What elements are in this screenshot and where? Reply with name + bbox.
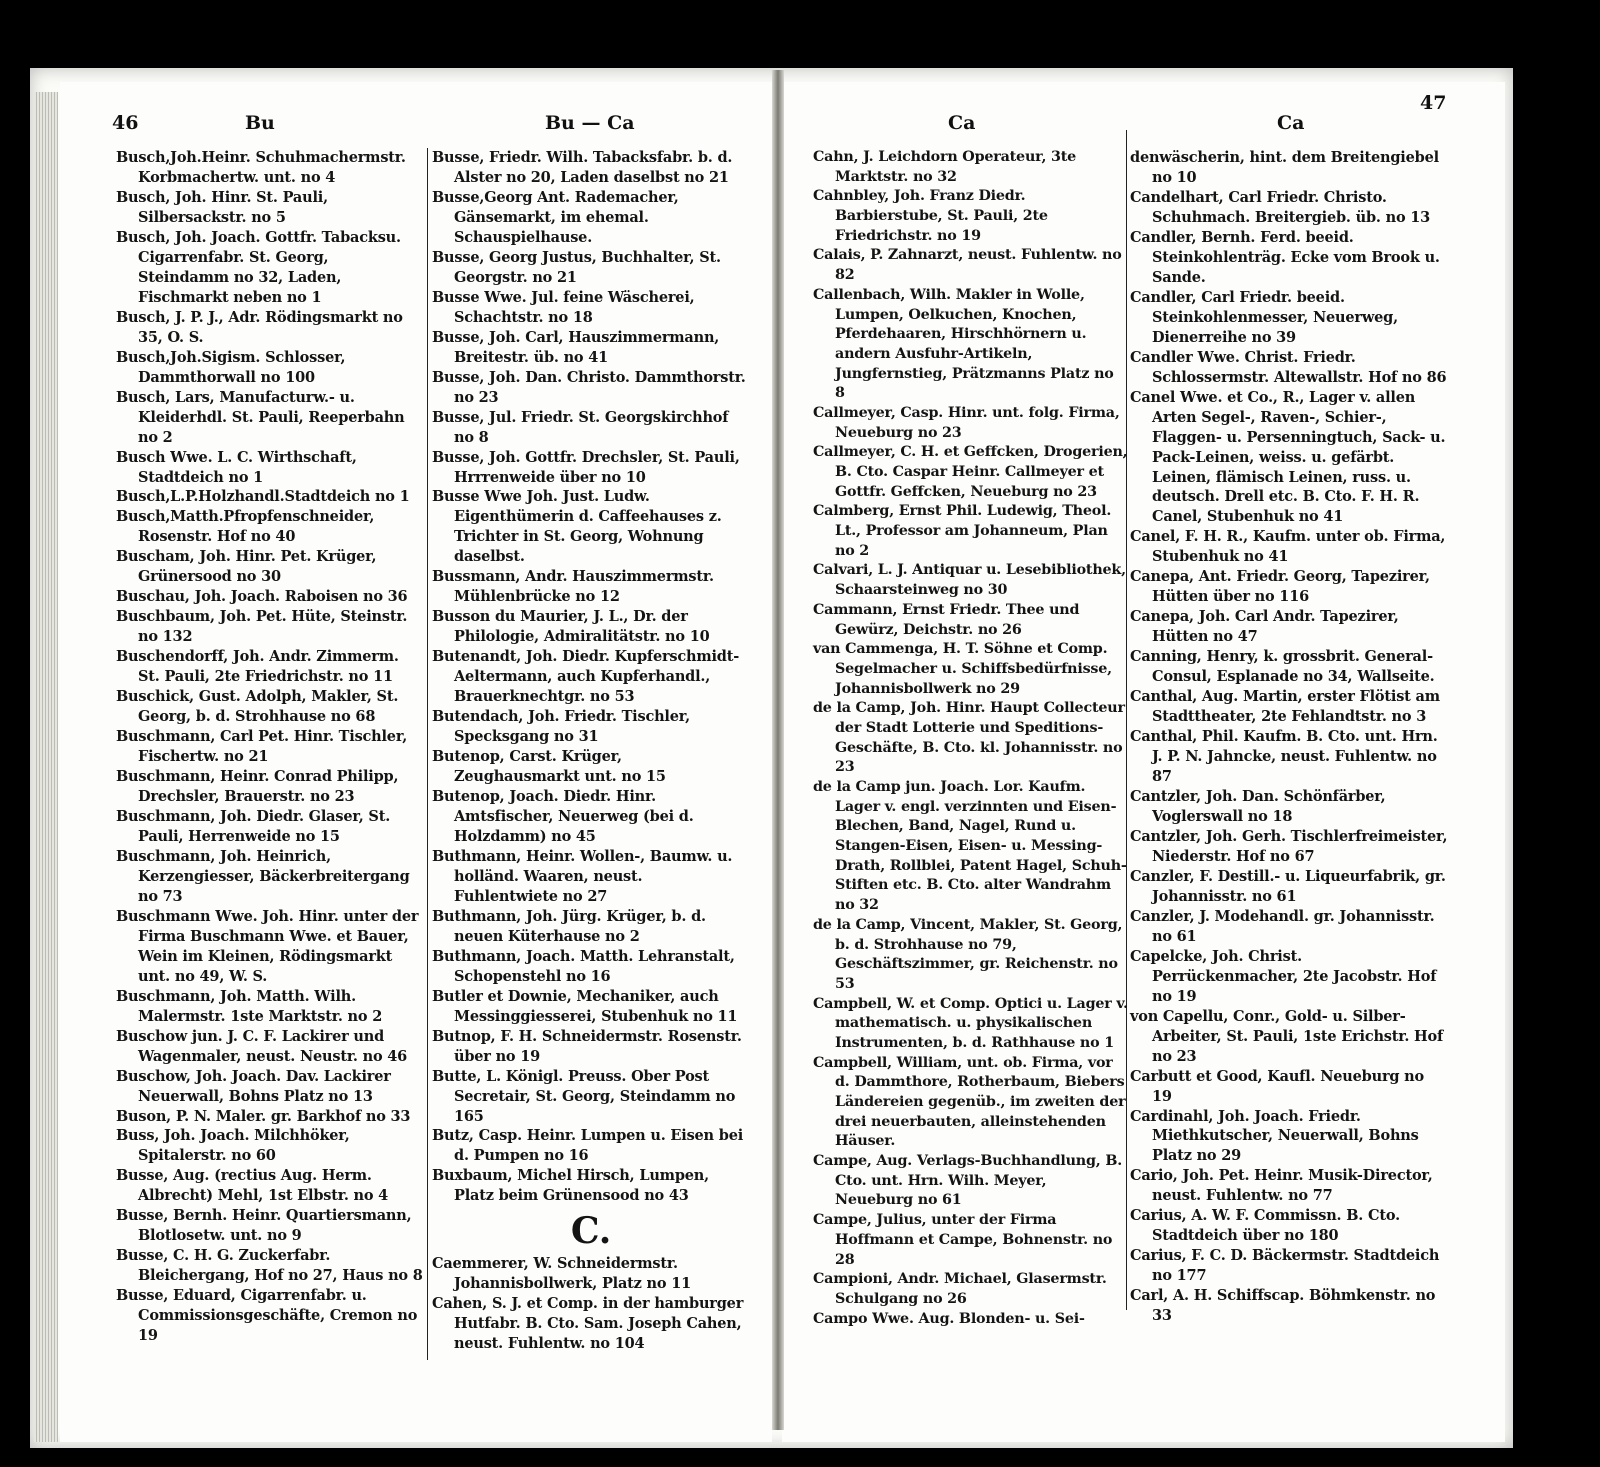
- directory-entry: Butenandt, Joh. Diedr. Kupferschmidt-Aeltermann, auch Kupferhandl., Brauerknechtgr. no 53: [432, 648, 740, 706]
- directory-entry: Buthmann, Joh. Jürg. Krüger, b. d. neuen Küterhause no 2: [432, 907, 706, 945]
- directory-entry: Cahen, S. J. et Comp. in der hamburger Hutfabr. B. Cto. Sam. Joseph Cahen, neust. Fuhlentw. no 104: [432, 1295, 744, 1353]
- directory-column-1: [116, 148, 424, 1346]
- directory-entry: Busch,Joh.Sigism. Schlosser, Dammthorwall no 100: [116, 348, 346, 386]
- directory-entry: Busse, Jul. Friedr. St. Georgskirchhof no 8: [432, 408, 729, 446]
- book-gutter: [772, 70, 784, 1430]
- directory-entry: Buscham, Joh. Hinr. Pet. Krüger, Grünersood no 30: [116, 548, 377, 586]
- directory-entry: Buschmann, Joh. Matth. Wilh. Malermstr. 1ste Marktstr. no 2: [116, 987, 383, 1025]
- directory-entry: Buson, P. N. Maler. gr. Barkhof no 33: [116, 1107, 411, 1125]
- directory-entry: Campe, Aug. Verlags-Buchhandlung, B. Cto. unt. Hrn. Wilh. Meyer, Neueburg no 61: [813, 1153, 1122, 1209]
- directory-entry: Canel Wwe. et Co., R., Lager v. allen Arten Segel-, Raven-, Schier-, Flaggen- u. Persenningtuch, Sack- u. Pack-Leinen, weiss. u. gefärbt. Leinen, flämisch Leinen, russ. u. deutsch. Drell etc. B. Cto. F. H. R. Canel, Stubenhuk no 41: [1130, 388, 1446, 526]
- directory-entry: Busch, Joh. Joach. Gottfr. Tabacksu. Cigarrenfabr. St. Georg, Steindamm no 32, Laden, Fischmarkt neben no 1: [116, 228, 401, 306]
- directory-entry: Buthmann, Joach. Matth. Lehranstalt, Schopenstehl no 16: [432, 947, 735, 985]
- directory-entry: de la Camp jun. Joach. Lor. Kaufm. Lager v. engl. verzinnten und Eisen-Blechen, Band, Nagel, Rund u. Stangen-Eisen, Eisen- u. Messing-Drath, Rollblei, Patent Hagel, Schuh-Stiften etc. B. Cto. alter Wandrahm no 32: [813, 779, 1127, 914]
- page-edges: [34, 92, 58, 1442]
- directory-entry: Candler, Carl Friedr. beeid. Steinkohlenmesser, Neuerweg, Dienerreihe no 39: [1130, 288, 1398, 346]
- directory-entry: Busch, J. P. J., Adr. Rödingsmarkt no 35, O. S.: [116, 308, 403, 346]
- directory-entry: Butendach, Joh. Friedr. Tischler, Specksgang no 31: [432, 708, 690, 746]
- directory-entry: Canepa, Ant. Friedr. Georg, Tapezirer, Hütten über no 116: [1130, 568, 1430, 606]
- directory-entry: Campbell, W. et Comp. Optici u. Lager v. mathematisch. u. physikalischen Instrumenten, b. d. Rathhause no 1: [813, 995, 1128, 1051]
- directory-entry: Calvari, L. J. Antiquar u. Lesebibliothek, Schaarsteinweg no 30: [813, 562, 1126, 599]
- running-head-center-right: Ca: [948, 112, 976, 134]
- directory-entry: Buschick, Gust. Adolph, Makler, St. Georg, b. d. Strohhause no 68: [116, 688, 399, 726]
- directory-entry: Campbell, William, unt. ob. Firma, vor d. Dammthore, Rotherbaum, Biebers Ländereien gegenüb., im zweiten der drei neuerbauten, alleinstehenden Häuser.: [813, 1054, 1126, 1150]
- directory-entry: Candelhart, Carl Friedr. Christo. Schuhmach. Breitergieb. üb. no 13: [1130, 188, 1431, 226]
- directory-entry: Campioni, Andr. Michael, Glasermstr. Schulgang no 26: [813, 1271, 1107, 1307]
- directory-entry: Buthmann, Heinr. Wollen-, Baumw. u. holländ. Waaren, neust. Fuhlentwiete no 27: [432, 847, 733, 905]
- directory-entry: Busse Wwe Joh. Just. Ludw. Eigenthümerin d. Caffeehauses z. Trichter in St. Georg, Wohnung daselbst.: [432, 488, 722, 566]
- directory-entry: Busch, Joh. Hinr. St. Pauli, Silbersackstr. no 5: [116, 188, 328, 226]
- directory-entry: Busse, C. H. G. Zuckerfabr. Bleichergang, Hof no 27, Haus no 8: [116, 1247, 423, 1285]
- directory-entry: Cantzler, Joh. Dan. Schönfärber, Voglerswall no 18: [1130, 788, 1386, 825]
- page-number-right: 47: [1420, 92, 1447, 114]
- running-head-center-left: Bu — Ca: [545, 112, 635, 134]
- directory-entry: von Capellu, Conr., Gold- u. Silber-Arbeiter, St. Pauli, 1ste Erichstr. Hof no 23: [1130, 1007, 1444, 1065]
- directory-entry: Buschow jun. J. C. F. Lackirer und Wagenmaler, neust. Neustr. no 46: [116, 1027, 408, 1065]
- directory-entry: de la Camp, Vincent, Makler, St. Georg, b. d. Strohhause no 79, Geschäftszimmer, gr. Reichenstr. no 53: [813, 916, 1123, 992]
- directory-entry: Busch Wwe. L. C. Wirthschaft, Stadtdeich no 1: [116, 448, 357, 486]
- directory-column-3: [813, 148, 1128, 1329]
- directory-column-4: [1130, 148, 1448, 1326]
- directory-entry: Caemmerer, W. Schneidermstr. Johannisbollwerk, Platz no 11: [432, 1255, 691, 1293]
- directory-entry: Busch,L.P.Holzhandl.Stadtdeich no 1: [116, 488, 410, 506]
- directory-entry: denwäscherin, hint. dem Breitengiebel no 10: [1130, 149, 1439, 186]
- directory-entry: Busse Wwe. Jul. feine Wäscherei, Schachtstr. no 18: [432, 288, 695, 326]
- running-head-right: Ca: [1277, 112, 1305, 134]
- directory-entry: Callmeyer, C. H. et Geffcken, Drogerien, B. Cto. Caspar Heinr. Callmeyer et Gottfr. Geffcken, Neueburg no 23: [813, 444, 1128, 500]
- page-number-left: 46: [112, 112, 139, 134]
- directory-entry: Buschow, Joh. Joach. Dav. Lackirer Neuerwall, Bohns Platz no 13: [116, 1067, 391, 1105]
- directory-entry: Canthal, Aug. Martin, erster Flötist am Stadttheater, 2te Fehlandtstr. no 3: [1130, 688, 1440, 726]
- running-head-left: Bu: [245, 112, 275, 134]
- directory-entry: Cantzler, Joh. Gerh. Tischlerfreimeister, Niederstr. Hof no 67: [1130, 827, 1448, 865]
- directory-entry: Butz, Casp. Heinr. Lumpen u. Eisen bei d. Pumpen no 16: [432, 1127, 744, 1165]
- directory-entry: Busse, Bernh. Heinr. Quartiersmann, Blotlosetw. unt. no 9: [116, 1207, 412, 1245]
- directory-entry: Capelcke, Joh. Christ. Perrückenmacher, 2te Jacobstr. Hof no 19: [1130, 947, 1437, 1005]
- directory-entry: Buschmann, Joh. Diedr. Glaser, St. Pauli, Herrenweide no 15: [116, 807, 391, 845]
- directory-entry: Canthal, Phil. Kaufm. B. Cto. unt. Hrn. J. P. N. Jahncke, neust. Fuhlentw. no 87: [1130, 728, 1438, 786]
- directory-entry: de la Camp, Joh. Hinr. Haupt Collecteur der Stadt Lotterie und Speditions-Geschäfte, B. Cto. kl. Johannisstr. no 23: [813, 700, 1125, 776]
- directory-entry: Carius, A. W. F. Commissn. B. Cto. Stadtdeich über no 180: [1130, 1207, 1400, 1245]
- directory-entry: Callmeyer, Casp. Hinr. unt. folg. Firma, Neueburg no 23: [813, 404, 1120, 441]
- directory-entry: Buschmann, Carl Pet. Hinr. Tischler, Fischertw. no 21: [116, 728, 408, 766]
- directory-entry: Callenbach, Wilh. Makler in Wolle, Lumpen, Oelkuchen, Knochen, Pferdehaaren, Hirschhörnern u. andern Ausfuhr-Artikeln, Jungfernstieg, Prätzmanns Platz no 8: [813, 286, 1114, 402]
- directory-entry: Busse,Georg Ant. Rademacher, Gänsemarkt, im ehemal. Schauspielhause.: [432, 188, 679, 246]
- directory-entry: Candler, Bernh. Ferd. beeid. Steinkohlenträg. Ecke vom Brook u. Sande.: [1130, 228, 1440, 286]
- directory-entry: Busse, Georg Justus, Buchhalter, St. Georgstr. no 21: [432, 248, 721, 286]
- directory-entry: Campe, Julius, unter der Firma Hoffmann et Campe, Bohnenstr. no 28: [813, 1212, 1113, 1268]
- directory-entry: Cario, Joh. Pet. Heinr. Musik-Director, neust. Fuhlentw. no 77: [1130, 1167, 1433, 1205]
- directory-entry: Canzler, F. Destill.- u. Liqueurfabrik, gr. Johannisstr. no 61: [1130, 867, 1446, 905]
- directory-entry: Butler et Downie, Mechaniker, auch Messinggiesserei, Stubenhuk no 11: [432, 987, 738, 1025]
- directory-entry: Carl, A. H. Schiffscap. Böhmkenstr. no 33: [1130, 1287, 1436, 1325]
- directory-entry: Busch,Matth.Pfropfenschneider, Rosenstr. Hof no 40: [116, 508, 375, 546]
- section-letter: C.: [570, 1210, 612, 1253]
- directory-entry: Buss, Joh. Joach. Milchhöker, Spitalerstr. no 60: [116, 1127, 350, 1165]
- directory-entry: Buschau, Joh. Joach. Raboisen no 36: [116, 588, 408, 606]
- directory-entry: Campo Wwe. Aug. Blonden- u. Sei-: [813, 1310, 1085, 1327]
- directory-entry: Buxbaum, Michel Hirsch, Lumpen, Platz beim Grünensood no 43: [432, 1167, 709, 1205]
- directory-entry: Calmberg, Ernst Phil. Ludewig, Theol. Lt., Professor am Johanneum, Plan no 2: [813, 503, 1112, 559]
- directory-entry: Butte, L. Königl. Preuss. Ober Post Secretair, St. Georg, Steindamm no 165: [432, 1067, 736, 1125]
- directory-entry: Calais, P. Zahnarzt, neust. Fuhlentw. no 82: [813, 247, 1122, 284]
- column-rule-left: [427, 148, 428, 1360]
- directory-entry: Butenop, Carst. Krüger, Zeughausmarkt unt. no 15: [432, 748, 666, 786]
- directory-entry: Butnop, F. H. Schneidermstr. Rosenstr. über no 19: [432, 1027, 742, 1065]
- directory-entry: Cahn, J. Leichdorn Operateur, 3te Marktstr. no 32: [813, 149, 1077, 185]
- directory-entry: Candler Wwe. Christ. Friedr. Schlossermstr. Altewallstr. Hof no 86: [1130, 348, 1447, 386]
- directory-entry: Busse, Joh. Carl, Hauszimmermann, Breitestr. üb. no 41: [432, 328, 720, 366]
- directory-entry: Canel, F. H. R., Kaufm. unter ob. Firma, Stubenhuk no 41: [1130, 528, 1446, 566]
- directory-entry: Busse, Joh. Gottfr. Drechsler, St. Pauli, Hrrrenweide über no 10: [432, 448, 740, 486]
- directory-entry: Busse, Eduard, Cigarrenfabr. u. Commissionsgeschäfte, Cremon no 19: [116, 1287, 418, 1345]
- directory-entry: Butenop, Joach. Diedr. Hinr. Amtsfischer, Neuerweg (bei d. Holzdamm) no 45: [432, 788, 694, 845]
- directory-entry: Cardinahl, Joh. Joach. Friedr. Miethkutscher, Neuerwall, Bohns Platz no 29: [1130, 1107, 1419, 1165]
- directory-entry: van Cammenga, H. T. Söhne et Comp. Segelmacher u. Schiffsbedürfnisse, Johannisbollwerk no 29: [813, 641, 1112, 697]
- directory-entry: Busse, Friedr. Wilh. Tabacksfabr. b. d. Alster no 20, Laden daselbst no 21: [432, 149, 733, 186]
- directory-entry: Carbutt et Good, Kaufl. Neueburg no 19: [1130, 1067, 1424, 1105]
- directory-entry: Buschmann, Joh. Heinrich, Kerzengiesser, Bäckerbreitergang no 73: [116, 847, 410, 905]
- directory-entry: Buschendorff, Joh. Andr. Zimmerm. St. Pauli, 2te Friedrichstr. no 11: [116, 648, 399, 686]
- directory-entry: Cammann, Ernst Friedr. Thee und Gewürz, Deichstr. no 26: [813, 601, 1080, 638]
- directory-entry: Canning, Henry, k. grossbrit. General-Consul, Esplanade no 34, Wallseite.: [1130, 648, 1435, 686]
- directory-entry: Busch, Lars, Manufacturw.- u. Kleiderhdl. St. Pauli, Reeperbahn no 2: [116, 388, 405, 446]
- directory-entry: Busch,Joh.Heinr. Schuhmachermstr. Korbmachertw. unt. no 4: [116, 149, 406, 186]
- directory-entry: Busson du Maurier, J. L., Dr. der Philologie, Admiralitätstr. no 10: [432, 608, 710, 646]
- directory-entry: Bussmann, Andr. Hauszimmermstr. Mühlenbrücke no 12: [432, 568, 714, 606]
- directory-entry: Canzler, J. Modehandl. gr. Johannisstr. no 61: [1130, 907, 1435, 945]
- directory-entry: Busse, Joh. Dan. Christo. Dammthorstr. no 23: [432, 368, 746, 406]
- directory-column-2: [432, 148, 750, 1354]
- directory-entry: Cahnbley, Joh. Franz Diedr. Barbierstube, St. Pauli, 2te Friedrichstr. no 19: [813, 188, 1048, 244]
- directory-entry: Busse, Aug. (rectius Aug. Herm. Albrecht) Mehl, 1st Elbstr. no 4: [116, 1167, 389, 1205]
- directory-entry: Buschmann, Heinr. Conrad Philipp, Drechsler, Brauerstr. no 23: [116, 768, 399, 805]
- directory-entry: Buschbaum, Joh. Pet. Hüte, Steinstr. no 132: [116, 608, 408, 646]
- directory-entry: Buschmann Wwe. Joh. Hinr. unter der Firma Buschmann Wwe. et Bauer, Wein im Kleinen, Rödingsmarkt unt. no 49, W. S.: [116, 907, 419, 985]
- directory-entry: Carius, F. C. D. Bäckermstr. Stadtdeich no 177: [1130, 1247, 1440, 1285]
- directory-entry: Canepa, Joh. Carl Andr. Tapezirer, Hütten no 47: [1130, 608, 1399, 646]
